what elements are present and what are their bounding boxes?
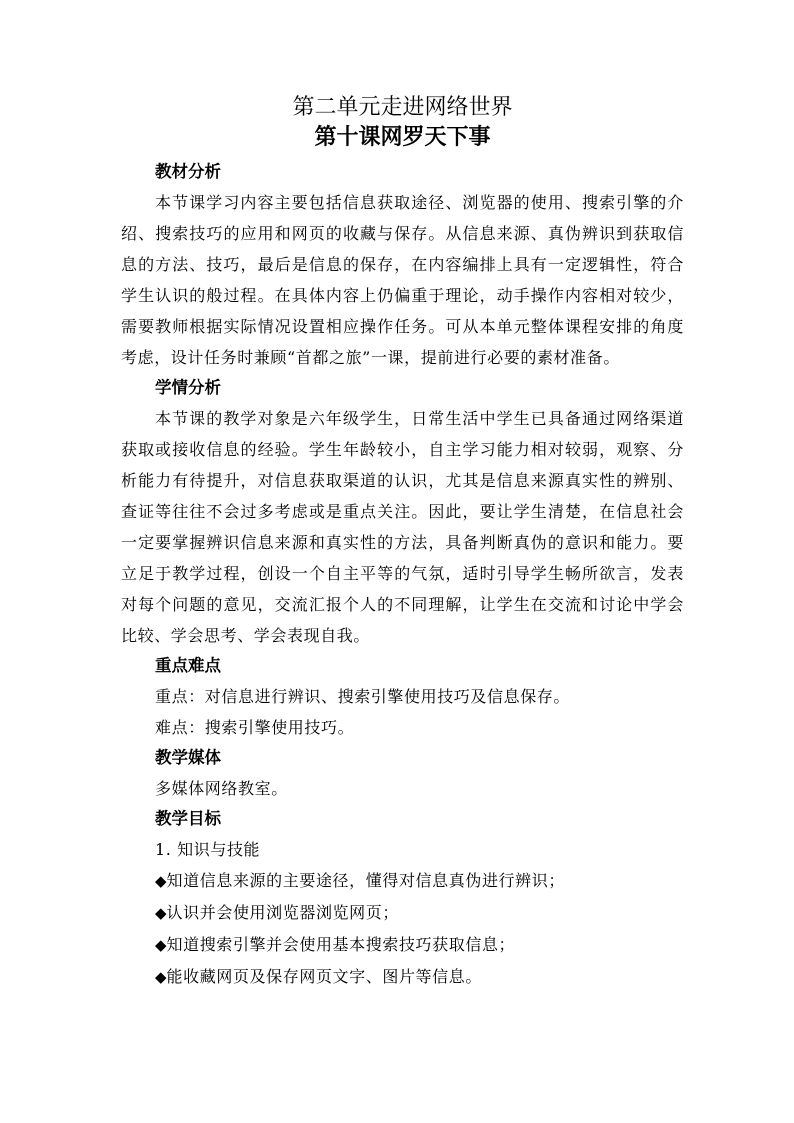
document-content — [121, 93, 684, 993]
goal-item — [121, 929, 684, 961]
media-line: 多媒体网络教室。 — [155, 779, 288, 798]
section-key-points — [121, 651, 684, 743]
lesson-title: 第十课网罗天下事 — [314, 125, 491, 150]
key-point-line: 重点：对信息进行辨识、搜索引擎使用技巧及信息保存。 — [155, 687, 571, 706]
diamond-bullet-icon: ◆ — [155, 872, 167, 890]
unit-title: 第二单元走进网络世界 — [292, 95, 513, 120]
paragraph-students: 本节课的教学对象是六年级学生，日常生活中学生已具备通过网络渠道获取或接收信息的经验。学生年龄较小，自主学习能力相对较弱，观察、分析能力有待提升，对信息获取渠道的认识，尤其是信息来源真实性的辨别、查证等往往不会过多考虑或是重点关注。因此，要让学生清楚，在信息社会一定要掌握辨识信息来源和真实性的方法，具备判断真伪的意识和能力。要立足于教学过程，创设一个自主平等的气氛，适时引导学生畅所欲言，发表对每个问题的意见，交流汇报个人的不同理解，让学生在交流和讨论中学会比较、学会思考、学会表现自我。 — [121, 409, 684, 645]
goal-item-text: 能收藏网页及保存网页文字、图片等信息。 — [166, 967, 482, 986]
section-goals — [121, 804, 684, 993]
section-heading-students: 学情分析 — [155, 378, 221, 397]
goal-item-text: 知道搜索引擎并会使用基本搜索技巧获取信息； — [166, 935, 516, 954]
goals-subheading: 1. 知识与技能 — [155, 840, 261, 859]
goal-item-text: 认识并会使用浏览器浏览网页； — [166, 903, 399, 922]
diamond-bullet-icon: ◆ — [155, 904, 167, 922]
diamond-bullet-icon: ◆ — [155, 968, 167, 986]
section-heading-media: 教学媒体 — [155, 748, 221, 767]
goal-item — [121, 961, 684, 993]
goal-item — [121, 897, 684, 929]
paragraph-textbook: 本节课学习内容主要包括信息获取途径、浏览器的使用、搜索引擎的介绍、搜索技巧的应用和网页的收藏与保存。从信息来源、真伪辨识到获取信息的方法、技巧，最后是信息的保存，在内容编排上具有一定逻辑性，符合学生认识的般过程。在具体内容上仍偏重于理论，动手操作内容相对较少，需要教师根据实际情况设置相应操作任务。可从本单元整体课程安排的角度考虑，设计任务时兼顾“首都之旅”一课，提前进行必要的素材准备。 — [121, 193, 684, 367]
diamond-bullet-icon: ◆ — [155, 936, 167, 954]
section-student-analysis — [121, 373, 684, 651]
goal-item-text: 知道信息来源的主要途径，懂得对信息真伪进行辨识； — [166, 871, 565, 890]
section-textbook-analysis — [121, 157, 684, 373]
section-heading-key-points: 重点难点 — [155, 656, 221, 675]
section-heading-goals: 教学目标 — [155, 809, 221, 828]
section-heading-textbook: 教材分析 — [155, 162, 221, 181]
section-media — [121, 743, 684, 804]
difficult-point-line: 难点：搜索引擎使用技巧。 — [155, 718, 355, 737]
goal-item — [121, 865, 684, 897]
